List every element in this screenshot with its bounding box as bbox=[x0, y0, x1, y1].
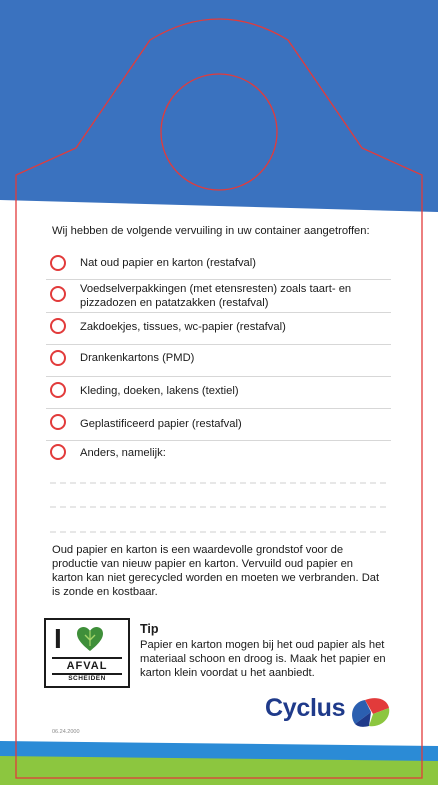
option-label: Nat oud papier en karton (restafval) bbox=[80, 257, 256, 269]
badge-i: I bbox=[54, 623, 62, 654]
option-label: Kleding, doeken, lakens (textiel) bbox=[80, 385, 239, 397]
cyclus-logo-icon bbox=[347, 690, 393, 730]
option-nat-papier[interactable] bbox=[46, 246, 391, 279]
header-blue-band bbox=[0, 0, 438, 212]
option-geplastificeerd[interactable] bbox=[46, 408, 391, 440]
option-voedselverpakkingen[interactable] bbox=[46, 279, 391, 312]
heart-icon bbox=[76, 626, 104, 652]
checkbox-circle[interactable] bbox=[50, 255, 66, 271]
option-label: Anders, namelijk: bbox=[80, 447, 166, 459]
print-code: 06.24.2000 bbox=[52, 729, 80, 735]
option-label: Geplastificeerd papier (restafval) bbox=[80, 418, 242, 430]
checkbox-circle[interactable] bbox=[50, 414, 66, 430]
option-anders[interactable] bbox=[46, 440, 391, 472]
cyclus-wordmark: Cyclus bbox=[265, 694, 346, 722]
option-zakdoekjes[interactable] bbox=[46, 312, 391, 344]
checkbox-circle[interactable] bbox=[50, 350, 66, 366]
option-kleding[interactable] bbox=[46, 376, 391, 408]
checkbox-circle[interactable] bbox=[50, 318, 66, 334]
tip-title: Tip bbox=[140, 622, 159, 636]
tip-text: Papier en karton mogen bij het oud papier als het materiaal schoon en droog is. Maak het papier en karton klein voordat u het aanbiedt. bbox=[140, 639, 386, 679]
option-label: Drankenkartons (PMD) bbox=[80, 352, 195, 364]
badge-scheiden: SCHEIDEN bbox=[68, 675, 106, 682]
badge-afval: AFVAL bbox=[52, 657, 122, 675]
checkbox-circle[interactable] bbox=[50, 382, 66, 398]
intro-text: Wij hebben de volgende vervuiling in uw container aangetroffen: bbox=[52, 225, 370, 237]
checkbox-circle[interactable] bbox=[50, 444, 66, 460]
option-label: Zakdoekjes, tissues, wc-papier (restafval) bbox=[80, 321, 286, 333]
checkbox-circle[interactable] bbox=[50, 286, 66, 302]
explanation-text: Oud papier en karton is een waardevolle grondstof voor de productie van nieuw papier en karton. Vervuild oud papier en karton kan niet gerecycled worden en moeten we verbranden. Dat is zonde en kostbaar. bbox=[52, 544, 380, 598]
footer-green-stripe bbox=[0, 756, 438, 785]
option-drankenkartons[interactable] bbox=[46, 344, 391, 376]
i-love-afval-scheiden-badge bbox=[44, 618, 130, 688]
option-label: Voedselverpakkingen (met etensresten) zoals taart- en pizzadozen en patatzakken (restafval) bbox=[80, 283, 352, 309]
